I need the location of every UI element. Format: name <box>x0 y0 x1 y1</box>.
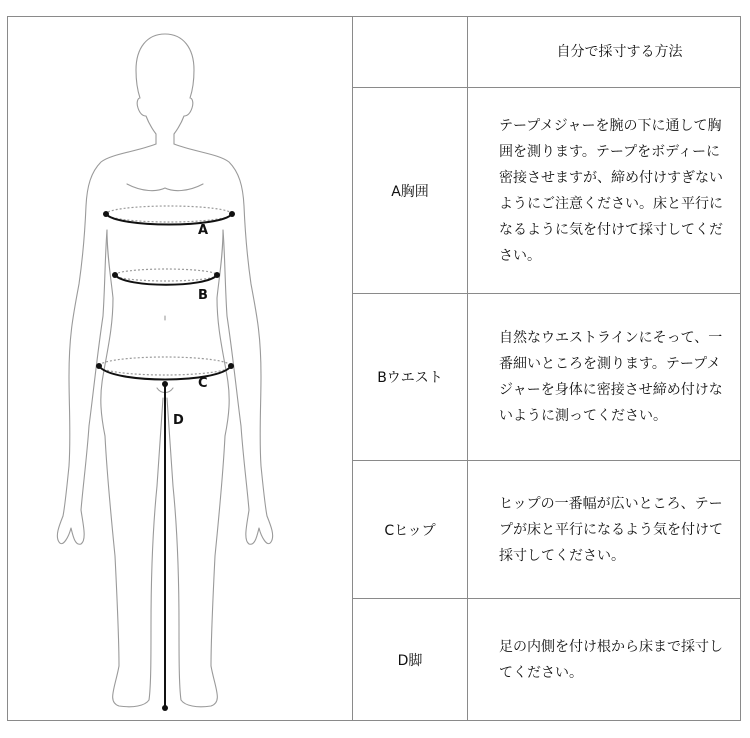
marker-b-waist <box>112 269 220 303</box>
row-d-label-text: D脚 <box>397 653 423 669</box>
body-figure <box>7 16 352 721</box>
left-torso-outline <box>101 230 163 707</box>
body-figure-svg <box>7 16 352 721</box>
right-arm-outline <box>174 144 273 544</box>
marker-d-label: D <box>173 413 184 428</box>
row-d-description-text: 足の内側を付け根から床まで採寸してください。 <box>499 639 723 681</box>
marker-d-leg <box>162 381 184 711</box>
row-c-description <box>468 461 741 598</box>
head-outline <box>136 34 165 144</box>
row-c-label-text: Cヒップ <box>384 522 436 539</box>
chest-line <box>127 184 203 191</box>
row-d-label <box>353 599 467 721</box>
head-outline-right <box>165 34 194 144</box>
marker-a-label: A <box>198 223 209 238</box>
row-c-description-text: ヒップの一番幅が広いところ、テープが床と平行になるよう気を付けて採寸してください。 <box>499 495 723 564</box>
table-header-title: 自分で採寸する方法 <box>556 44 683 60</box>
row-c-label <box>353 461 467 598</box>
row-d-description <box>468 599 741 721</box>
row-b-description-text: 自然なウエストラインにそって、一番細いところを測ります。テープメジャーを身体に密接させ締め付けないように測ってください。 <box>499 330 723 424</box>
row-b-description <box>468 294 741 460</box>
row-a-label-text: A胸囲 <box>391 183 429 200</box>
row-a-description <box>468 88 741 293</box>
row-a-label <box>353 88 467 293</box>
row-b-label-text: Bウエスト <box>377 370 443 386</box>
marker-c-label: C <box>198 376 208 391</box>
row-b-label <box>353 294 467 460</box>
marker-a-chest <box>103 206 235 238</box>
table-header <box>468 17 741 87</box>
left-arm-outline <box>57 144 156 544</box>
row-a-description-text: テープメジャーを腕の下に通して胸囲を測ります。テープをボディーに密接させますが、締め付けすぎないようにご注意ください。床と平行になるように気を付けて採寸してください。 <box>499 117 723 264</box>
marker-b-label: B <box>198 288 208 303</box>
